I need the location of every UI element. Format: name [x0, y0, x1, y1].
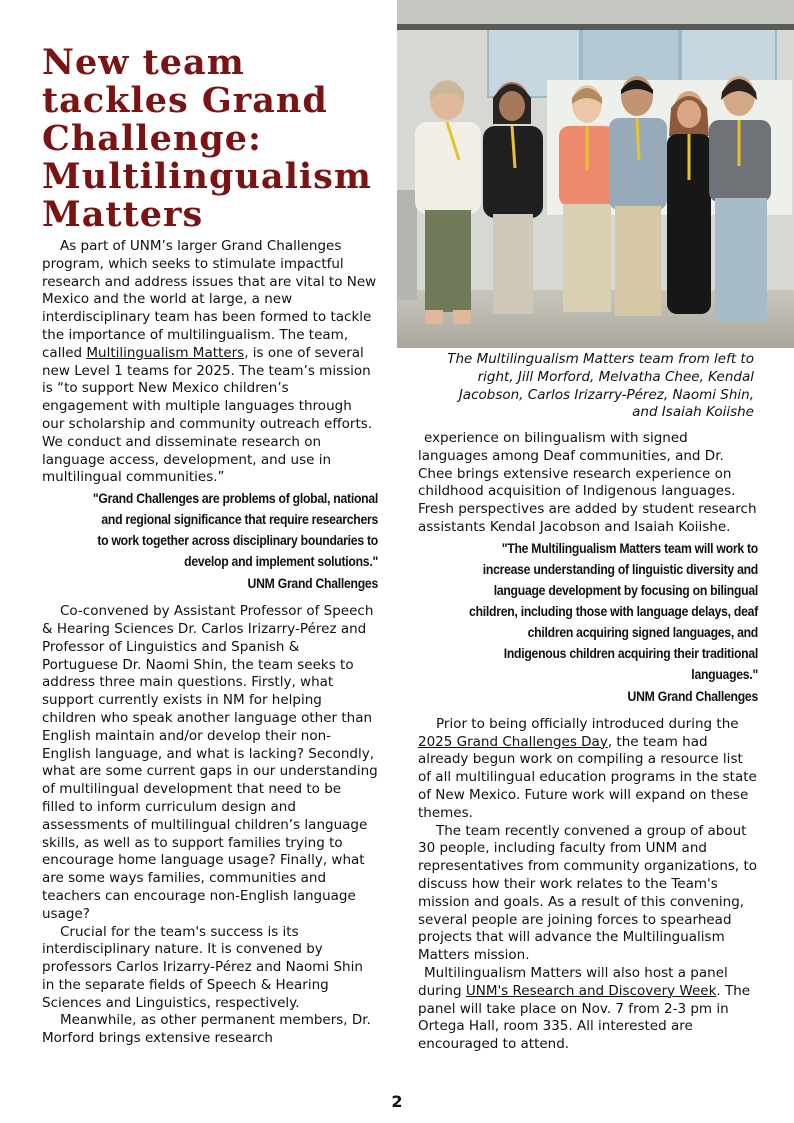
- paragraph-gcd-text-1: Prior to being officially introduced during the: [436, 715, 739, 732]
- paragraph-intro: [42, 238, 378, 487]
- paragraph-grand-challenges-day: [418, 716, 758, 823]
- team-photo-illustration: [397, 0, 794, 348]
- research-discovery-week-link[interactable]: UNM's Research and Discovery Week: [465, 982, 717, 999]
- pull-quote-grand-challenges: "Grand Challenges are problems of global, national and regional significance that require researchers to work together across disciplinary boundaries to develop and implement solutions.": [92, 491, 378, 571]
- paragraph-interdisciplinary: Crucial for the team's success is its interdisciplinary nature. It is convened by professors Carlos Irizarry-Pérez and Naomi Shin in the separate fields of Speech & Hearing Sciences and Linguistics, respectively.: [42, 923, 363, 1011]
- paragraph-gcd-text-2: , the team had already begun work on compiling a resource list of all multilingual education programs in the state of New Mexico. Future work will expand on these themes.: [418, 733, 757, 821]
- left-column: [42, 44, 378, 1048]
- paragraph-intro-text-2: , is one of several new Level 1 teams for 2025. The team’s mission is “to support New Mexico children’s engagement with multiple languages through our scholarship and community outreach efforts. We conduct and disseminate research on language access, development, and use in multilingual communities.”: [42, 344, 373, 486]
- paragraph-convening: The team recently convened a group of about 30 people, including faculty from UNM and representatives from community organizations, to discuss how their work relates to the Team's mission and goals. As a result of this convening, several people are joining forces to spearhead projects that will advance the Multilingualism Matters mission.: [418, 822, 758, 964]
- photo-caption: The Multilingualism Matters team from left to right, Jill Morford, Melvatha Chee, Kendal Jacobson, Carlos Irizarry-Pérez, Naomi Shin, and Isaiah Koiishe: [447, 351, 754, 421]
- paragraph-panel: [418, 965, 758, 1054]
- pull-quote-team-mission: "The Multilingualism Matters team will work to increase understanding of linguistic diversity and language development by focusing on bilingual children, including those with language delays, deaf children acquiring signed languages, and Indigenous children acquiring their traditional languages.": [469, 540, 758, 683]
- grand-challenges-day-link[interactable]: 2025 Grand Challenges Day: [418, 733, 608, 750]
- paragraph-panel-text-2: . The panel will take place on Nov. 7 from 2-3 pm in Ortega Hall, room 335. All interested are encouraged to attend.: [418, 982, 751, 1053]
- page-number: 2: [391, 1092, 403, 1111]
- pull-quote-attribution: UNM Grand Challenges: [247, 576, 378, 593]
- article-title: New team tackles Grand Challenge: Multilingualism Matters: [42, 42, 372, 235]
- right-column: [418, 430, 758, 1054]
- paragraph-intro-text-1: As part of UNM’s larger Grand Challenges program, which seeks to stimulate impactful research and address issues that are vital to New Mexico and the world at large, a new interdisciplinary team has been formed to tackle the importance of multilingualism. The team, called: [42, 238, 377, 361]
- paragraph-continued-experience: experience on bilingualism with signed languages among Deaf communities, and Dr. Chee brings extensive research experience on childhood acquisition of Indigenous languages. Fresh perspectives are added by student research assistants Kendal Jacobson and Isaiah Koiishe.: [418, 430, 757, 535]
- pull-quote-attribution-2: UNM Grand Challenges: [627, 688, 758, 705]
- paragraph-panel-text-1: Multilingualism Matters will also host a panel during: [418, 964, 728, 999]
- paragraph-co-convened: Co-convened by Assistant Professor of Speech & Hearing Sciences Dr. Carlos Irizarry-Pérez and Professor of Linguistics and Spanish & Portuguese Dr. Naomi Shin, the team seeks to address three main questions. Firstly, what support currently exists in NM for helping children who speak another language other than English maintain and/or develop their non-English language, and what is lacking? Secondly, what are some current gaps in our understanding of multilingual development that need to be filled to inform curriculum design and assessments of multilingual children’s language skills, as well as to support families trying to encourage home language usage? Finally, what are some ways families, communities and teachers can encourage non-English language usage?: [42, 603, 378, 922]
- multilingualism-matters-link[interactable]: Multilingualism Matters: [86, 344, 245, 361]
- paragraph-permanent-members: Meanwhile, as other permanent members, Dr. Morford brings extensive research: [42, 1012, 371, 1047]
- team-photo: [397, 0, 794, 348]
